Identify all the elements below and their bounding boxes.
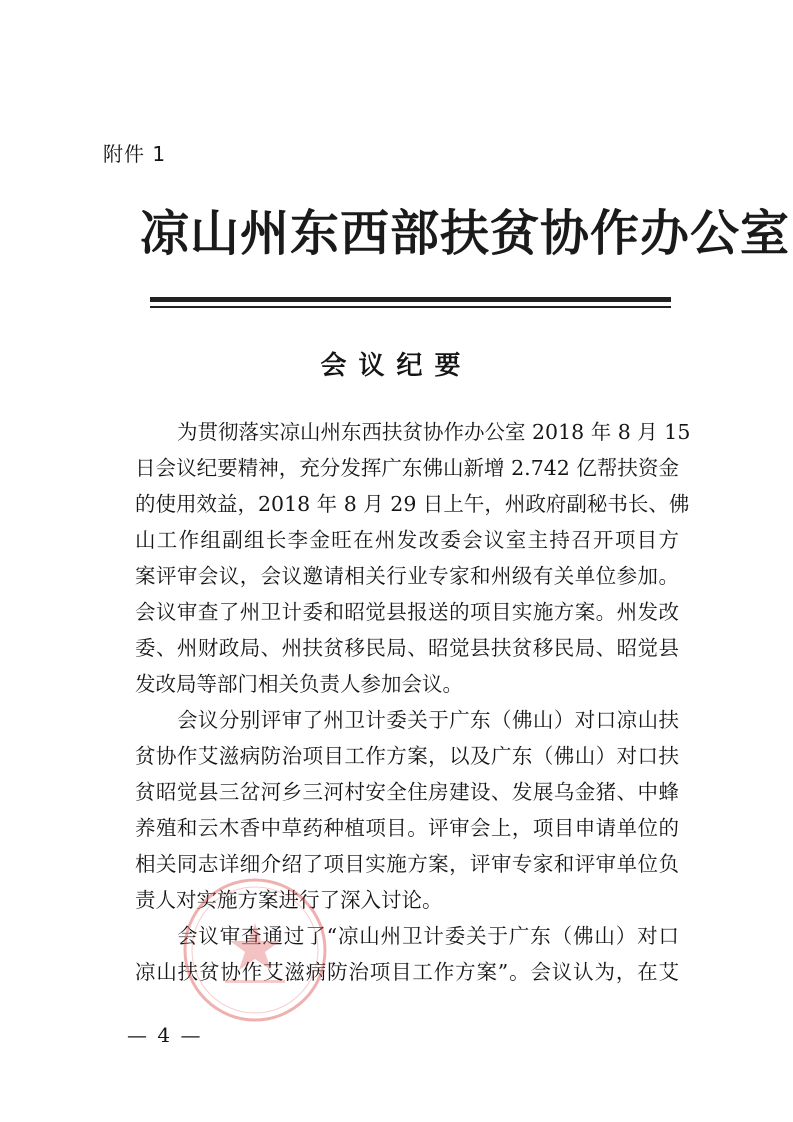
body-line: 凉山扶贫协作艾滋病防治项目工作方案”。会议认为，在艾 <box>135 960 679 984</box>
body-line: 发改局等部门相关负责人参加会议。 <box>135 672 463 696</box>
body-line: 相关同志详细介绍了项目实施方案，评审专家和评审单位负 <box>135 852 679 876</box>
body-line: 的使用效益，2018 年 8 月 29 日上午，州政府副秘书长、佛 <box>135 492 690 516</box>
document-title: 会议纪要 <box>320 351 473 381</box>
body-line: 为贯彻落实凉山州东西扶贫协作办公室 2018 年 8 月 15 <box>177 420 691 444</box>
attachment-label: 附件 1 <box>103 142 167 166</box>
letterhead-rule-thick <box>150 297 671 302</box>
official-seal-stamp <box>180 875 330 1025</box>
page-number: — 4 — <box>127 1023 203 1047</box>
body-line: 责人对实施方案进行了深入讨论。 <box>135 888 443 912</box>
body-line: 山工作组副组长李金旺在州发改委会议室主持召开项目方 <box>135 528 679 552</box>
letterhead-rule-thin <box>150 306 671 308</box>
org-letterhead-title: 凉山州东西部扶贫协作办公室 <box>140 204 791 262</box>
body-line: 案评审会议，会议邀请相关行业专家和州级有关单位参加。 <box>135 564 679 588</box>
body-line: 委、州财政局、州扶贫移民局、昭觉县扶贫移民局、昭觉县 <box>135 636 679 660</box>
body-line: 养殖和云木香中草药种植项目。评审会上，项目申请单位的 <box>135 816 679 840</box>
body-line: 会议审查通过了“凉山州卫计委关于广东（佛山）对口 <box>177 924 679 948</box>
body-line: 贫昭觉县三岔河乡三河村安全住房建设、发展乌金猪、中蜂 <box>135 780 679 804</box>
body-line: 会议审查了州卫计委和昭觉县报送的项目实施方案。州发改 <box>135 600 679 624</box>
body-line: 会议分别评审了州卫计委关于广东（佛山）对口凉山扶 <box>177 708 679 732</box>
body-line: 日会议纪要精神，充分发挥广东佛山新增 2.742 亿帮扶资金 <box>135 456 679 480</box>
body-line: 贫协作艾滋病防治项目工作方案，以及广东（佛山）对口扶 <box>135 744 679 768</box>
